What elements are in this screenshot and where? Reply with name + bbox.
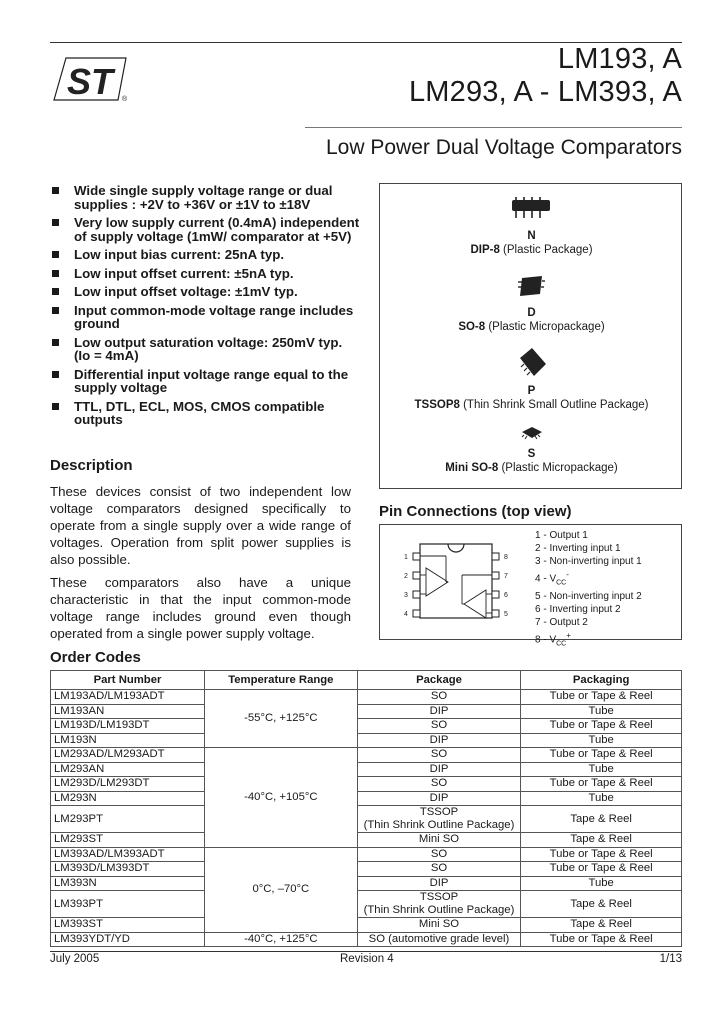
packaging-cell: Tube or Tape & Reel [521, 847, 682, 862]
bullet-icon [52, 371, 59, 378]
packaging-cell: Tube [521, 704, 682, 719]
package-cell: SO [357, 690, 521, 705]
minisо8-package-icon [518, 424, 546, 442]
part-number-cell: LM293AD/LM293ADT [51, 748, 205, 763]
table-row [51, 791, 682, 806]
packaging-cell: Tube [521, 762, 682, 777]
package-letter: P [527, 385, 536, 397]
column-header: Part Number [51, 671, 205, 690]
table-row [51, 833, 682, 848]
bullet-icon [52, 270, 59, 277]
order-codes-table [50, 670, 682, 947]
package-cell: DIP [357, 704, 521, 719]
temperature-range: -55°C, +125°C [204, 690, 357, 748]
feature-item: Low input offset current: ±5nA typ. [52, 267, 362, 281]
so8-package-icon [516, 272, 546, 300]
title-line-1: LM193, A [557, 43, 682, 75]
pin-number: 1 [404, 554, 408, 561]
footer-date: July 2005 [50, 953, 100, 965]
package-letter: N [527, 230, 536, 242]
part-number-cell: LM393N [51, 876, 205, 891]
title-line-2: LM293, A - LM393, A [408, 76, 682, 108]
feature-item: TTL, DTL, ECL, MOS, CMOS compatible outputs [52, 400, 362, 427]
package-cell: SO (automotive grade level) [357, 932, 521, 947]
package-letter: D [527, 307, 536, 319]
pin-item: $8 - V_{CC}^+$ [535, 630, 571, 648]
feature-item: Input common-mode voltage range includes ground [52, 304, 362, 331]
pin-item: 5 - Non-inverting input 2 [535, 590, 642, 602]
packaging-cell: Tube [521, 876, 682, 891]
package-name: SO-8 (Plastic Micropackage) [458, 321, 605, 333]
package-cell: TSSOP (Thin Shrink Outline Package) [357, 806, 521, 833]
order-codes-heading: Order Codes [50, 649, 141, 666]
packaging-cell: Tube or Tape & Reel [521, 932, 682, 947]
feature-item: Low output saturation voltage: 250mV typ. (Io = 4mA) [52, 336, 362, 363]
package-cell: Mini SO [357, 833, 521, 848]
packaging-cell: Tape & Reel [521, 891, 682, 918]
part-number-cell: LM193N [51, 733, 205, 748]
pin-number: 6 [504, 592, 508, 599]
table-row [51, 704, 682, 719]
package-cell: TSSOP (Thin Shrink Outline Package) [357, 891, 521, 918]
pin-item: 1 - Output 1 [535, 530, 588, 541]
package-letter: S [527, 448, 536, 460]
table-row [51, 777, 682, 792]
column-header: Package [357, 671, 521, 690]
pin-item: 6 - Inverting input 2 [535, 603, 621, 615]
document-subtitle: Low Power Dual Voltage Comparators [325, 136, 682, 159]
package-cell: Mini SO [357, 918, 521, 933]
table-row [51, 876, 682, 891]
part-number-cell: LM393ST [51, 918, 205, 933]
table-row [51, 891, 682, 918]
packaging-cell: Tape & Reel [521, 833, 682, 848]
packaging-cell: Tube or Tape & Reel [521, 690, 682, 705]
package-cell: DIP [357, 791, 521, 806]
table-row [51, 847, 682, 862]
part-number-cell: LM193AD/LM193ADT [51, 690, 205, 705]
pin-number: 5 [504, 611, 508, 618]
package-name: DIP-8 (Plastic Package) [470, 244, 593, 256]
packaging-cell: Tube [521, 791, 682, 806]
temperature-range: -40°C, +125°C [204, 932, 357, 947]
pin-number: 8 [504, 554, 508, 561]
package-cell: DIP [357, 733, 521, 748]
pin-connections-heading: Pin Connections (top view) [379, 503, 572, 520]
table-row [51, 918, 682, 933]
temperature-range: 0°C, –70°C [204, 847, 357, 932]
footer-revision: Revision 4 [340, 953, 394, 965]
bullet-icon [52, 219, 59, 226]
pin-number: 2 [404, 573, 408, 580]
part-number-cell: LM293AN [51, 762, 205, 777]
table-row [51, 932, 682, 947]
feature-item: Low input bias current: 25nA typ. [52, 248, 362, 262]
package-cell: SO [357, 862, 521, 877]
st-logo-icon [52, 56, 128, 104]
bullet-icon [52, 187, 59, 194]
pin-item: 3 - Non-inverting input 1 [535, 556, 642, 568]
table-row [51, 748, 682, 763]
footer-page-number: 1/13 [659, 953, 682, 965]
bullet-icon [52, 339, 59, 346]
pin-number: 4 [404, 611, 408, 618]
package-name: TSSOP8 (Thin Shrink Small Outline Package) [414, 399, 649, 411]
table-row [51, 762, 682, 777]
part-number-cell: LM293PT [51, 806, 205, 833]
feature-list [52, 184, 362, 432]
package-cell: DIP [357, 876, 521, 891]
footer-rule [50, 951, 682, 952]
logo-text: ST [66, 61, 114, 102]
temperature-range: -40°C, +105°C [204, 748, 357, 848]
tssop8-package-icon [516, 346, 550, 380]
pin-number: 7 [504, 573, 508, 580]
feature-item: Low input offset voltage: ±1mV typ. [52, 285, 362, 299]
part-number-cell: LM393D/LM393DT [51, 862, 205, 877]
packaging-cell: Tape & Reel [521, 918, 682, 933]
pin-list [535, 529, 642, 650]
feature-item: Very low supply current (0.4mA) independent of supply voltage (1mW/ comparator at +5V) [52, 216, 362, 243]
packaging-cell: Tape & Reel [521, 806, 682, 833]
packaging-cell: Tube [521, 733, 682, 748]
header-rule-bottom [305, 127, 682, 128]
table-row [51, 733, 682, 748]
package-cell: SO [357, 777, 521, 792]
bullet-icon [52, 307, 59, 314]
description-heading: Description [50, 457, 133, 474]
part-number-cell: LM393YDT/YD [51, 932, 205, 947]
part-number-cell: LM393AD/LM393ADT [51, 847, 205, 862]
table-row [51, 719, 682, 734]
part-number-cell: LM293D/LM293DT [51, 777, 205, 792]
table-row [51, 862, 682, 877]
description-paragraph-1: These devices consist of two independent low voltage comparators designed specifically to operate from a single supply over a wide range of voltages. Operation from split power supplies is also possible. [50, 484, 351, 567]
table-header-row [51, 671, 682, 690]
feature-item: Differential input voltage range equal to the supply voltage [52, 368, 362, 395]
column-header: Temperature Range [204, 671, 357, 690]
part-number-cell: LM193D/LM193DT [51, 719, 205, 734]
package-cell: SO [357, 719, 521, 734]
svg-text:®: ® [122, 96, 128, 103]
table-row [51, 806, 682, 833]
bullet-icon [52, 403, 59, 410]
part-number-cell: LM393PT [51, 891, 205, 918]
description-paragraph-2: These comparators also have a unique characteristic in that the input common-mode voltage range includes ground even though operated from a single power supply voltage. [50, 575, 351, 641]
pinout-diagram-icon [400, 538, 520, 624]
bullet-icon [52, 288, 59, 295]
bullet-icon [52, 251, 59, 258]
part-number-cell: LM193AN [51, 704, 205, 719]
dip8-package-icon [510, 196, 554, 222]
packaging-cell: Tube or Tape & Reel [521, 748, 682, 763]
part-number-cell: LM293N [51, 791, 205, 806]
package-name: Mini SO-8 (Plastic Micropackage) [445, 462, 618, 474]
pin-item: $4 - V_{CC}^-$ [535, 570, 569, 587]
package-cell: SO [357, 748, 521, 763]
packaging-cell: Tube or Tape & Reel [521, 719, 682, 734]
table-row [51, 690, 682, 705]
part-number-cell: LM293ST [51, 833, 205, 848]
package-cell: SO [357, 847, 521, 862]
package-cell: DIP [357, 762, 521, 777]
feature-item: Wide single supply voltage range or dual supplies : +2V to +36V or ±1V to ±18V [52, 184, 362, 211]
pin-item: 7 - Output 2 [535, 616, 588, 628]
packaging-cell: Tube or Tape & Reel [521, 777, 682, 792]
package-box [379, 183, 682, 489]
pin-number: 3 [404, 592, 408, 599]
packaging-cell: Tube or Tape & Reel [521, 862, 682, 877]
column-header: Packaging [521, 671, 682, 690]
pin-item: 2 - Inverting input 1 [535, 543, 621, 555]
